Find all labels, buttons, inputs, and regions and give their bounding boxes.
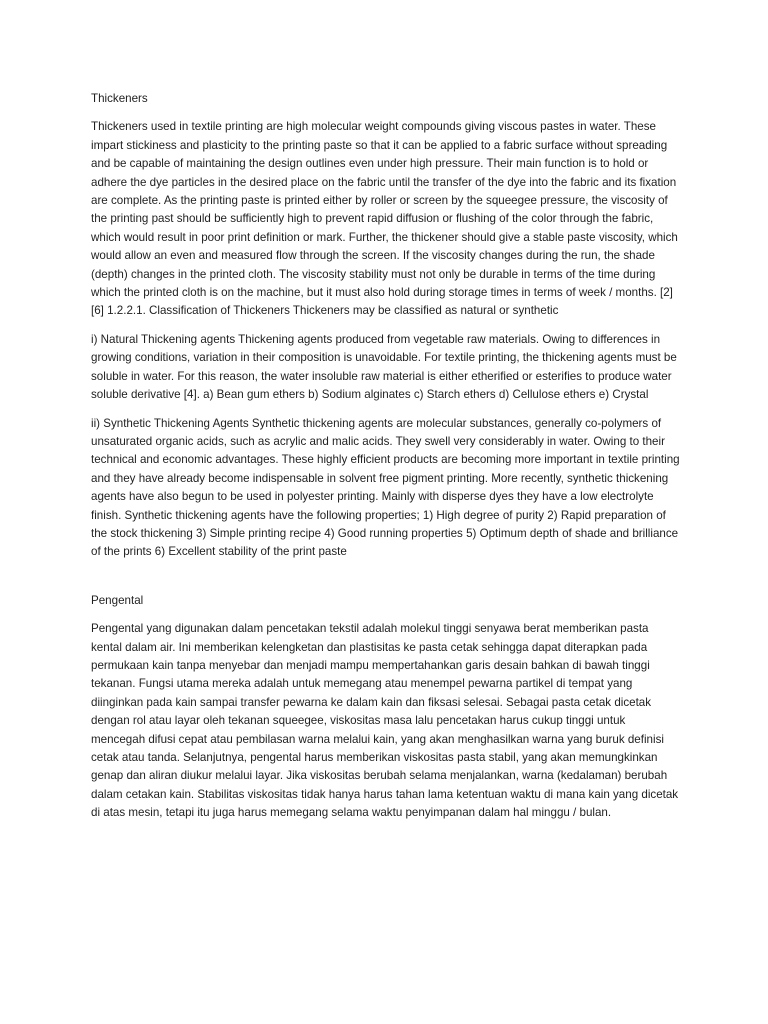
document-page — [91, 90, 681, 833]
paragraph-pengental: Pengental yang digunakan dalam pencetakan tekstil adalah molekul tinggi senyawa berat memberikan pasta kental dalam air. Ini memberikan kelengketan dan plastisitas ke pasta cetak sehingga dapat diterapkan pada permukaan kain tanpa menyebar dan menjadi mampu mempertahankan garis desain bahkan di bawah tinggi tekanan. Fungsi utama mereka adalah untuk memegang atau menempel pewarna partikel di tempat yang diinginkan pada kain sampai transfer pewarna ke dalam kain dan fiksasi selesai. Sebagai pasta cetak dicetak dengan rol atau layar oleh tekanan squeegee, viskositas masa lalu pencetakan harus cukup tinggi untuk mencegah difusi cepat atau pembilasan warna melalui kain, yang akan menghasilkan warna yang buruk definisi cetak atau tanda. Selanjutnya, pengental harus memberikan viskositas pasta stabil, yang akan memungkinkan genap dan aliran diukur melalui layar. Jika viskositas berubah selama menjalankan, warna (kedalaman) berubah dalam cetakan kain. Stabilitas viskositas tidak hanya harus tahan lama ketentuan waktu di mana kain yang dicetak di atas mesin, tetapi itu juga harus memegang selama waktu penyimpanan dalam hal minggu / bulan. — [91, 622, 679, 820]
paragraph-natural-thickening-agents: i) Natural Thickening agents Thickening agents produced from vegetable raw materials. Owing to differences in growing conditions, variation in their composition is unavoidable. For textile printing, the thickening agents must be soluble in water. For this reason, the water insoluble raw material is either etherified or esterifies to produce water soluble derivative [4]. a) Bean gum ethers b) Sodium alginates c) Starch ethers d) Cellulose ethers e) Crystal — [91, 332, 677, 402]
paragraph-thickeners-intro: Thickeners used in textile printing are high molecular weight compounds giving viscous pastes in water. These impart stickiness and plasticity to the printing paste so that it can be applied to a fabric surface without spreading and be capable of maintaining the design outlines even under high pressure. Their main function is to hold or adhere the dye particles in the desired place on the fabric until the transfer of the dye into the fabric and its fixation are complete. As the printing paste is printed either by roller or screen by the squeegee pressure, the viscosity of the printing past should be sufficiently high to prevent rapid diffusion or flushing of the color through the fabric, which would result in poor print definition or mark. Further, the thickener should give a stable paste viscosity, which would allow an even and measured flow through the screen. If the viscosity changes during the run, the shade (depth) changes in the printed cloth. The viscosity stability must not only be durable in terms of the time during which the printed cloth is on the machine, but it must also hold during storage times in terms of week / months. [2][6] 1.2.2.1. Classification of Thickeners Thickeners may be classified as natural or synthetic — [91, 120, 678, 318]
paragraph-synthetic-thickening-agents: ii) Synthetic Thickening Agents Synthetic thickening agents are molecular substances, generally co-polymers of unsaturated organic acids, such as acrylic and malic acids. They swell very considerably in water. Owing to their technical and economic advantages. These highly efficient products are becoming more important in textile printing and they have already become indispensable in solvent free pigment printing. More recently, synthetic thickening agents have also begun to be used in polyester printing. Mainly with disperse dyes they have a low electrolyte finish. Synthetic thickening agents have the following properties; 1) High degree of purity 2) Rapid preparation of the stock thickening 3) Simple printing recipe 4) Good running properties 5) Optimum depth of shade and brilliance of the prints 6) Excellent stability of the print paste — [91, 416, 680, 559]
section-heading-pengental: Pengental — [91, 593, 144, 607]
section-heading-thickeners: Thickeners — [91, 92, 148, 105]
